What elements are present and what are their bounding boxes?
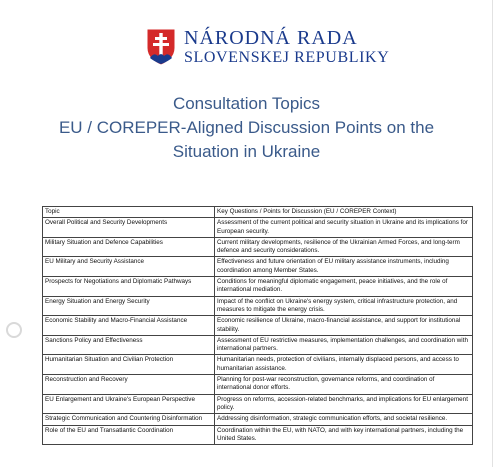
title-line-2: EU / COREPER-Aligned Discussion Points on the [58, 118, 435, 137]
table-row [43, 355, 473, 375]
table-row [43, 375, 473, 395]
page-marker-icon[interactable] [6, 322, 22, 338]
topic-cell: Energy Situation and Energy Security [43, 296, 215, 316]
table-row [43, 218, 473, 238]
table-row [43, 277, 473, 297]
table-row [43, 296, 473, 316]
title-line-3: Situation in Ukraine [172, 142, 321, 161]
topic-cell: Economic Stability and Macro-Financial Assistance [43, 316, 215, 336]
table-row [43, 316, 473, 336]
points-cell: Coordination within the EU, with NATO, and with key international partners, including the United States. [215, 425, 473, 445]
table-row [43, 414, 473, 425]
topic-cell: Prospects for Negotiations and Diplomatic Pathways [43, 277, 215, 297]
table-header-row [43, 207, 473, 218]
points-cell: Effectiveness and future orientation of EU military assistance instruments, including coordination among Member States. [215, 257, 473, 277]
institution-name-line1: NÁRODNÁ RADA [184, 27, 358, 49]
points-cell: Assessment of EU restrictive measures, implementation challenges, and coordination with international partners. [215, 335, 473, 355]
institution-name [184, 28, 389, 66]
institution-name-line2: SLOVENSKEJ REPUBLIKY [184, 49, 390, 66]
column-header-topic: Topic [43, 207, 215, 218]
consultation-topics-table [42, 206, 473, 445]
column-header-key-questions: Key Questions / Points for Discussion (EU / COREPER Context) [215, 207, 473, 218]
topic-cell: Overall Political and Security Developments [43, 218, 215, 238]
points-cell: Addressing disinformation, strategic communication efforts, and societal resilience. [215, 414, 473, 425]
points-cell: Assessment of the current political and security situation in Ukraine and its implications for European security. [215, 218, 473, 238]
document-header [146, 22, 389, 72]
topic-cell: Reconstruction and Recovery [43, 375, 215, 395]
table-row [43, 394, 473, 414]
topic-cell: Strategic Communication and Countering Disinformation [43, 414, 215, 425]
table-row [43, 425, 473, 445]
table-row [43, 335, 473, 355]
points-cell: Humanitarian needs, protection of civilians, internally displaced persons, and access to humanitarian assistance. [215, 355, 473, 375]
slovak-coat-of-arms-icon [146, 28, 176, 66]
points-cell: Progress on reforms, accession-related benchmarks, and implications for EU enlargement policy. [215, 394, 473, 414]
topic-cell: Role of the EU and Transatlantic Coordination [43, 425, 215, 445]
points-cell: Economic resilience of Ukraine, macro-financial assistance, and support for institutional stability. [215, 316, 473, 336]
table-row [43, 237, 473, 257]
topic-cell: Humanitarian Situation and Civilian Protection [43, 355, 215, 375]
topic-cell: EU Enlargement and Ukraine's European Perspective [43, 394, 215, 414]
points-cell: Planning for post-war reconstruction, governance reforms, and coordination of international donor efforts. [215, 375, 473, 395]
title-line-1: Consultation Topics [172, 94, 321, 113]
topic-cell: EU Military and Security Assistance [43, 257, 215, 277]
topic-cell: Sanctions Policy and Effectiveness [43, 335, 215, 355]
points-cell: Current military developments, resilience of the Ukrainian Armed Forces, and long-term defence and security considerations. [215, 237, 473, 257]
points-cell: Conditions for meaningful diplomatic engagement, peace initiatives, and the role of international mediation. [215, 277, 473, 297]
topic-cell: Military Situation and Defence Capabilities [43, 237, 215, 257]
table-row [43, 257, 473, 277]
document-title [0, 92, 493, 164]
points-cell: Impact of the conflict on Ukraine's energy system, critical infrastructure protection, and measures to mitigate the energy crisis. [215, 296, 473, 316]
